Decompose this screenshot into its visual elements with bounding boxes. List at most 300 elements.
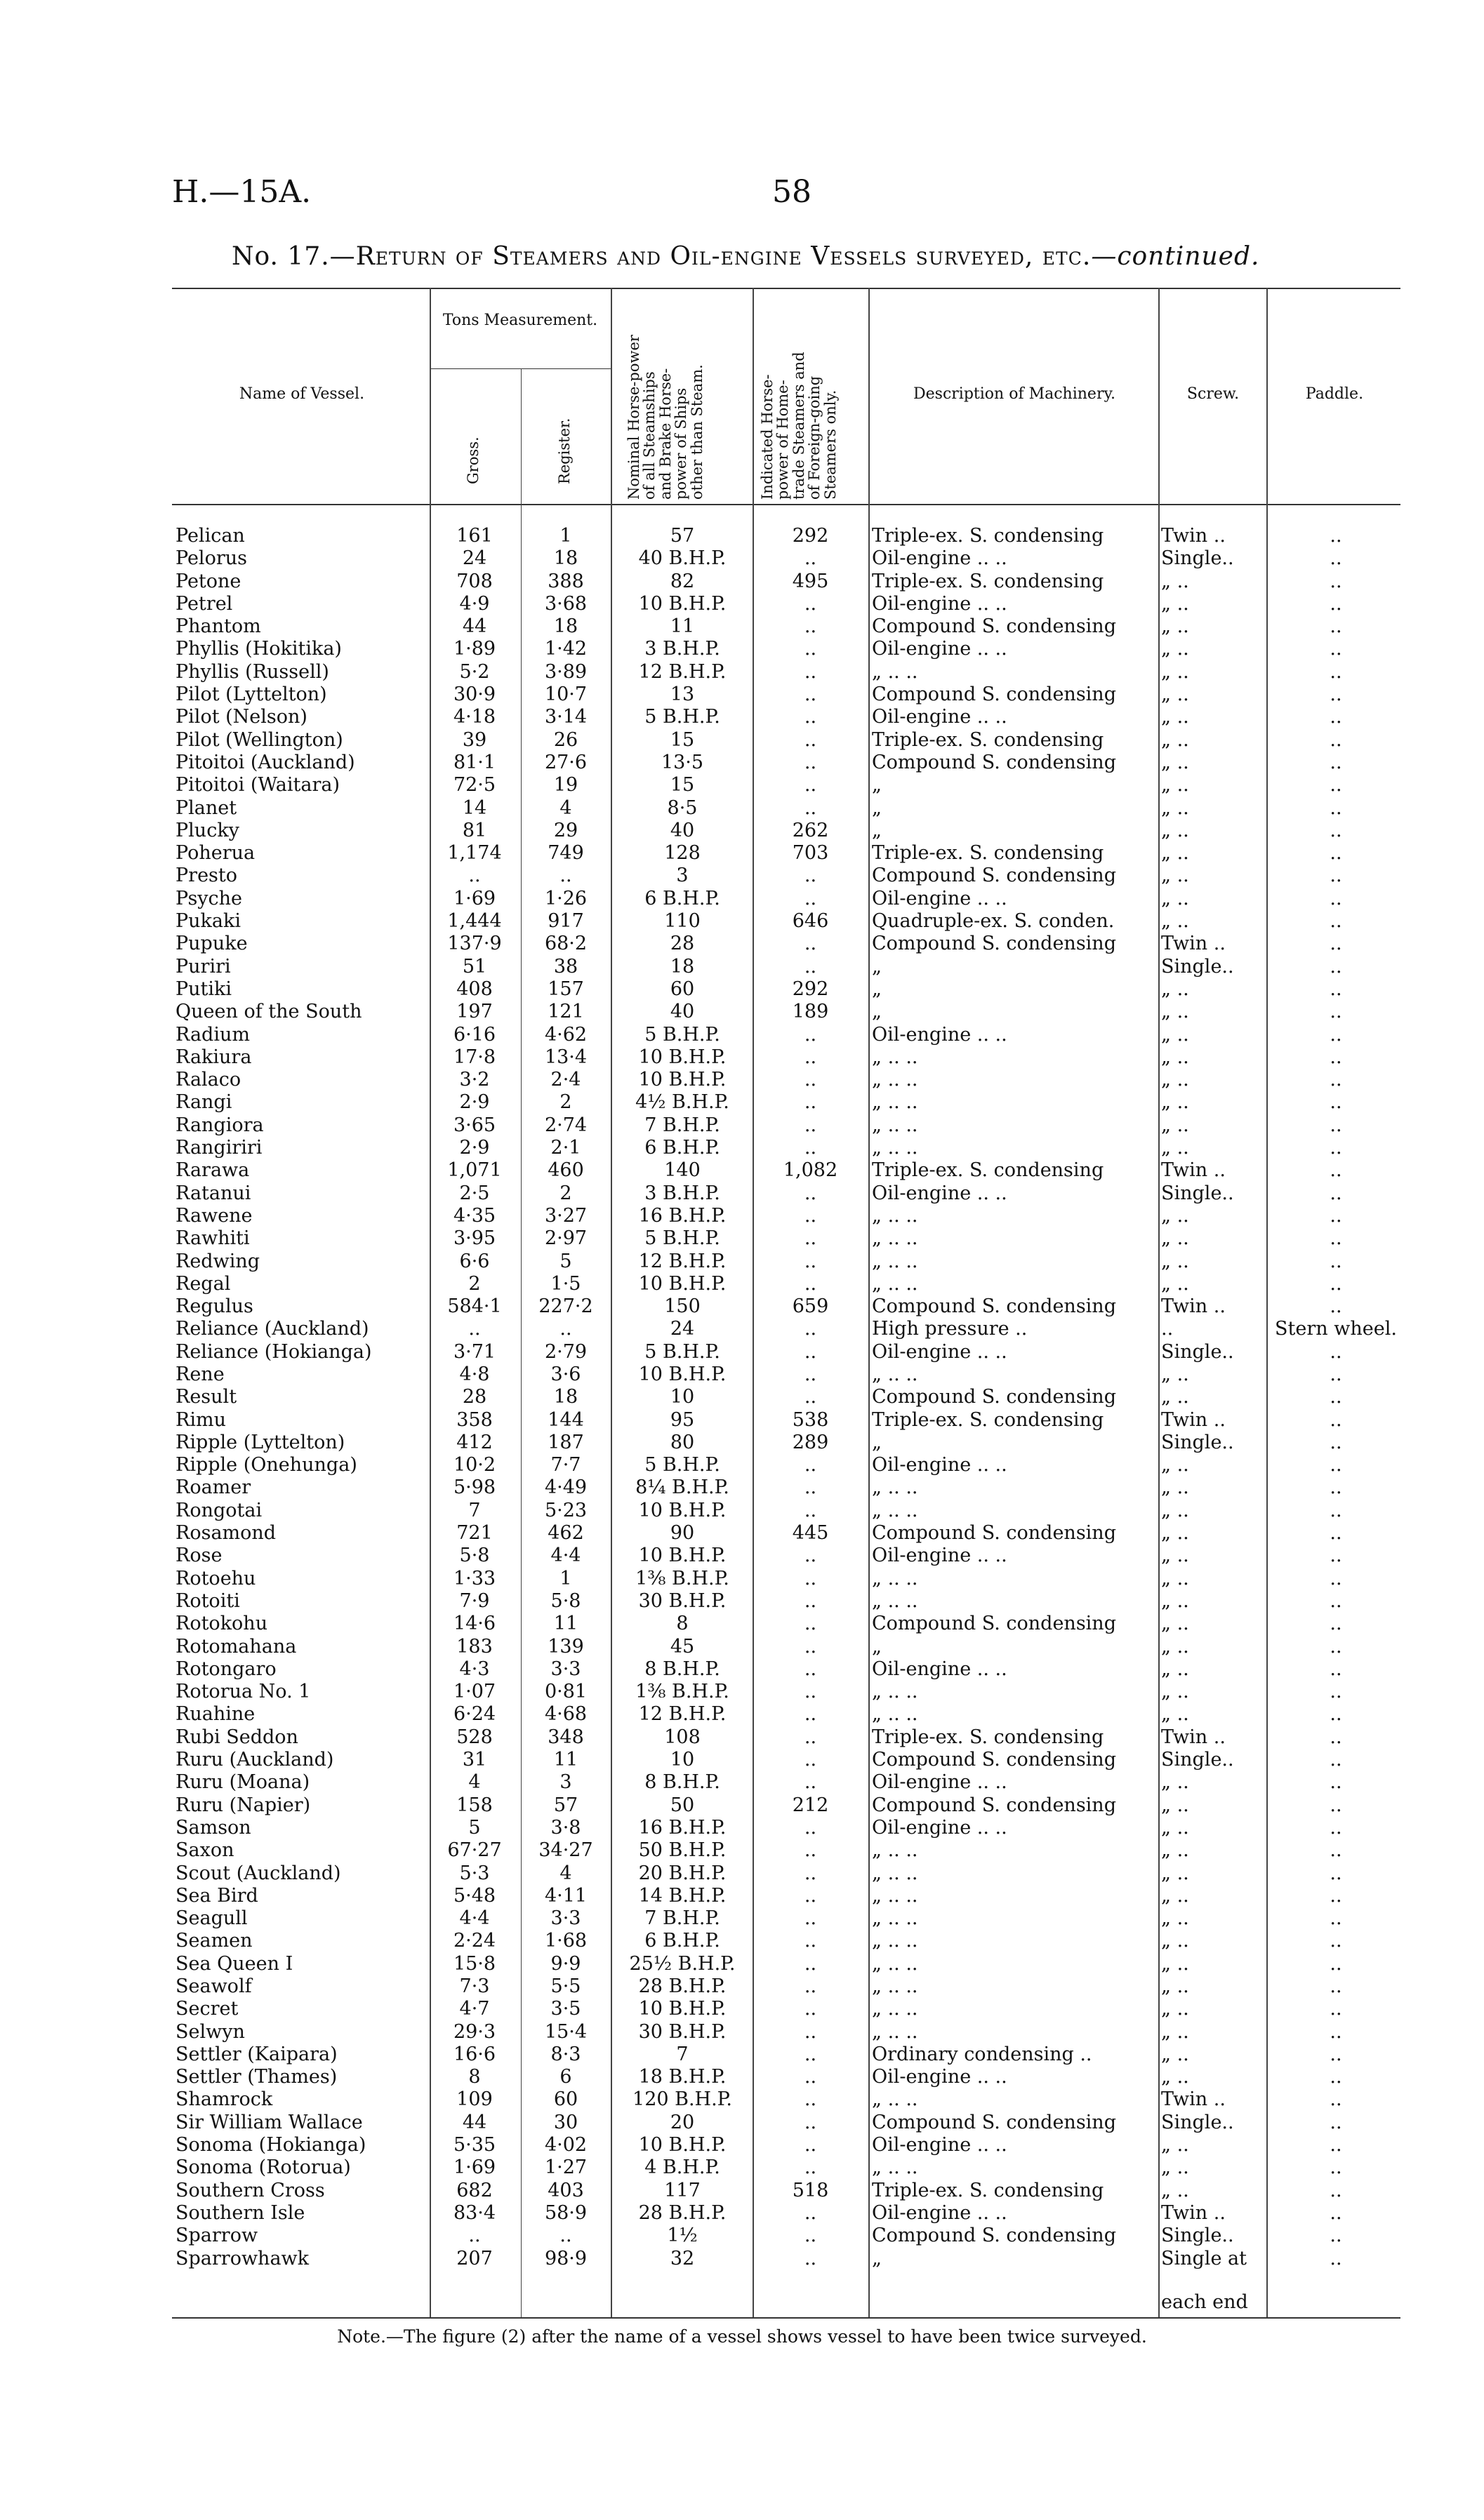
- vessel-name: Rawhiti: [175, 1227, 250, 1250]
- machinery-description: Oil-engine .. ..: [872, 2066, 1007, 2088]
- vessel-name: Ratanui: [175, 1182, 251, 1204]
- table-row: [0, 2134, 1484, 2156]
- register-tons: 6: [559, 2066, 572, 2088]
- nominal-horse-power: 10 B.H.P.: [638, 1272, 727, 1295]
- register-tons: 4: [559, 1862, 572, 1884]
- gross-tons: 1,174: [447, 842, 502, 865]
- table-row: [0, 2248, 1484, 2270]
- paddle-type: ..: [1330, 1522, 1342, 1545]
- indicated-horse-power: ..: [804, 2225, 817, 2247]
- register-tons: 3·5: [550, 1998, 581, 2020]
- machinery-description: „: [872, 1431, 882, 1453]
- paddle-type: ..: [1330, 1816, 1342, 1839]
- gross-tons: 67·27: [447, 1839, 502, 1862]
- nominal-horse-power: 20: [670, 2111, 695, 2133]
- table-row: [0, 1590, 1484, 1613]
- gross-tons: 7·9: [459, 1589, 490, 1612]
- table-row: [0, 684, 1484, 706]
- gross-tons: 1·69: [453, 887, 496, 909]
- nominal-horse-power: 25½ B.H.P.: [629, 1952, 736, 1975]
- machinery-description: „ .. ..: [872, 1681, 918, 1703]
- screw-type: „ ..: [1161, 1907, 1189, 1930]
- gross-tons: 137·9: [447, 933, 502, 955]
- machinery-description: „ .. ..: [872, 1952, 918, 1975]
- indicated-horse-power: ..: [804, 684, 817, 706]
- table-row: [0, 2088, 1484, 2111]
- gross-tons: 358: [456, 1408, 493, 1431]
- vessel-name: Pilot (Lyttelton): [175, 684, 327, 706]
- vessel-name: Rongotai: [175, 1499, 263, 1521]
- table-row: [0, 1273, 1484, 1295]
- paddle-type: ..: [1330, 1159, 1342, 1182]
- vessel-name: Ruru (Napier): [175, 1794, 311, 1816]
- vessel-name: Sea Bird: [175, 1884, 258, 1907]
- nominal-horse-power: 24: [670, 1318, 695, 1340]
- machinery-description: „: [872, 1635, 882, 1658]
- table-row: [0, 1318, 1484, 1340]
- paddle-type: ..: [1330, 1589, 1342, 1612]
- table-row: [0, 2180, 1484, 2202]
- indicated-horse-power: ..: [804, 1137, 817, 1159]
- machinery-description: „ .. ..: [872, 1884, 918, 1907]
- header-gross: Gross.: [465, 436, 482, 484]
- gross-tons: 5·48: [453, 1884, 496, 1907]
- indicated-horse-power: 646: [792, 910, 829, 933]
- vessel-name: Ripple (Lyttelton): [175, 1431, 345, 1453]
- screw-type: „ ..: [1161, 1137, 1189, 1159]
- table-row: [0, 1613, 1484, 1635]
- paddle-type: ..: [1330, 1998, 1342, 2020]
- indicated-horse-power: ..: [804, 547, 817, 570]
- register-tons: 144: [548, 1408, 584, 1431]
- nominal-horse-power: 108: [664, 1726, 701, 1748]
- register-tons: ..: [559, 865, 572, 887]
- nominal-horse-power: 8: [676, 1613, 689, 1635]
- machinery-description: Oil-engine .. ..: [872, 547, 1007, 570]
- nominal-horse-power: 150: [664, 1295, 701, 1318]
- register-tons: ..: [559, 1318, 572, 1340]
- screw-type: „ ..: [1161, 592, 1189, 615]
- register-tons: 4·49: [544, 1476, 588, 1499]
- gross-tons: ..: [468, 1318, 481, 1340]
- indicated-horse-power: 292: [792, 525, 829, 547]
- gross-tons: 584·1: [447, 1295, 502, 1318]
- indicated-horse-power: ..: [804, 933, 817, 955]
- table-row: [0, 1771, 1484, 1794]
- register-tons: 4·02: [544, 2134, 588, 2156]
- nominal-horse-power: 6 B.H.P.: [644, 887, 720, 909]
- paddle-type: ..: [1330, 1771, 1342, 1794]
- vessel-name: Rubi Seddon: [175, 1726, 298, 1748]
- register-tons: 5·23: [544, 1499, 588, 1521]
- register-tons: 1·27: [544, 2156, 588, 2179]
- nominal-horse-power: 5 B.H.P.: [644, 1227, 720, 1250]
- machinery-description: Triple-ex. S. condensing: [872, 525, 1104, 547]
- register-tons: 3·3: [550, 1658, 581, 1680]
- screw-type: „ ..: [1161, 2066, 1189, 2088]
- vessel-name: Reliance (Auckland): [175, 1318, 369, 1340]
- nominal-horse-power: 57: [670, 525, 695, 547]
- vessel-name: Seagull: [175, 1907, 248, 1930]
- nominal-horse-power: 10 B.H.P.: [638, 1069, 727, 1091]
- indicated-horse-power: ..: [804, 615, 817, 638]
- indicated-horse-power: ..: [804, 796, 817, 819]
- gross-tons: 5·98: [453, 1476, 496, 1499]
- vessel-table-body: [0, 525, 1484, 2270]
- machinery-description: „: [872, 819, 882, 841]
- indicated-horse-power: ..: [804, 887, 817, 909]
- paddle-type: ..: [1330, 1431, 1342, 1453]
- machinery-description: Compound S. condensing: [872, 1794, 1116, 1816]
- paddle-type: ..: [1330, 1046, 1342, 1068]
- gross-tons: 3·71: [453, 1340, 496, 1363]
- table-row: [0, 638, 1484, 660]
- gross-tons: 30·9: [453, 684, 496, 706]
- vessel-name: Ruru (Moana): [175, 1771, 310, 1794]
- vessel-name: Rangi: [175, 1091, 232, 1114]
- machinery-description: Compound S. condensing: [872, 751, 1116, 773]
- paddle-type: ..: [1330, 1907, 1342, 1930]
- gross-tons: 1,444: [447, 910, 502, 933]
- table-row: [0, 1205, 1484, 1227]
- table-top-rule: [172, 288, 1400, 289]
- screw-type: „ ..: [1161, 1635, 1189, 1658]
- screw-type: „ ..: [1161, 2020, 1189, 2043]
- machinery-description: „: [872, 978, 882, 1000]
- paddle-type: ..: [1330, 1476, 1342, 1499]
- paddle-type: ..: [1330, 910, 1342, 933]
- nominal-horse-power: 10: [670, 1386, 695, 1408]
- paddle-type: ..: [1330, 525, 1342, 547]
- table-title-text: Return of Steamers and Oil-engine Vessels surveyed, etc.: [355, 242, 1092, 271]
- vessel-name: Result: [175, 1386, 237, 1408]
- indicated-horse-power: 703: [792, 842, 829, 865]
- indicated-horse-power: ..: [804, 1114, 817, 1136]
- footnote: Note.—The figure (2) after the name of a vessel shows vessel to have been twice surveyed.: [337, 2326, 1147, 2347]
- screw-type: „ ..: [1161, 1975, 1189, 1997]
- table-row: [0, 1159, 1484, 1182]
- nominal-horse-power: 10 B.H.P.: [638, 1363, 727, 1385]
- vessel-name: Rangiora: [175, 1114, 264, 1136]
- paddle-type: ..: [1330, 1091, 1342, 1114]
- nominal-horse-power: 28 B.H.P.: [638, 1975, 727, 1997]
- paddle-type: ..: [1330, 1204, 1342, 1227]
- screw-type: „ ..: [1161, 1862, 1189, 1884]
- header-screw: Screw.: [1186, 385, 1240, 403]
- gross-tons: 10·2: [453, 1454, 496, 1476]
- gross-tons: 83·4: [453, 2201, 496, 2224]
- screw-type: Twin ..: [1161, 2088, 1226, 2111]
- table-row: [0, 2156, 1484, 2179]
- gross-tons: 3·65: [453, 1114, 496, 1136]
- machinery-description: Oil-engine .. ..: [872, 1545, 1007, 1567]
- table-row: [0, 1182, 1484, 1205]
- machinery-description: Oil-engine .. ..: [872, 706, 1007, 728]
- machinery-description: „ .. ..: [872, 1091, 918, 1114]
- gross-tons: 3·2: [459, 1069, 490, 1091]
- nominal-horse-power: 16 B.H.P.: [638, 1816, 727, 1839]
- paddle-type: ..: [1330, 2088, 1342, 2111]
- indicated-horse-power: ..: [804, 1681, 817, 1703]
- nominal-horse-power: 28 B.H.P.: [638, 2201, 727, 2224]
- nominal-horse-power: 45: [670, 1635, 695, 1658]
- paddle-type: ..: [1330, 978, 1342, 1000]
- machinery-description: Compound S. condensing: [872, 2225, 1116, 2247]
- machinery-description: Compound S. condensing: [872, 933, 1116, 955]
- paddle-type: ..: [1330, 1545, 1342, 1567]
- vessel-name: Phyllis (Hokitika): [175, 638, 342, 660]
- gross-tons: 51: [462, 955, 487, 978]
- table-row: [0, 1227, 1484, 1250]
- machinery-description: „: [872, 955, 882, 978]
- register-tons: 2·74: [544, 1114, 588, 1136]
- indicated-horse-power: ..: [804, 1771, 817, 1794]
- paddle-type: ..: [1330, 1363, 1342, 1385]
- vessel-name: Rotokohu: [175, 1613, 268, 1635]
- indicated-horse-power: 262: [792, 819, 829, 841]
- machinery-description: Compound S. condensing: [872, 1522, 1116, 1545]
- table-row: [0, 1409, 1484, 1432]
- vessel-name: Rotorua No. 1: [175, 1681, 311, 1703]
- register-tons: 460: [548, 1159, 584, 1182]
- table-row: [0, 2202, 1484, 2225]
- register-tons: 348: [548, 1726, 584, 1748]
- machinery-description: „: [872, 1001, 882, 1023]
- table-row: [0, 1295, 1484, 1318]
- table-row: [0, 1341, 1484, 1364]
- paddle-type: ..: [1330, 1749, 1342, 1771]
- gross-tons: 4·9: [459, 592, 490, 615]
- machinery-description: Triple-ex. S. condensing: [872, 2179, 1104, 2201]
- gross-tons: 408: [456, 978, 493, 1000]
- nominal-horse-power: 117: [664, 2179, 701, 2201]
- gross-tons: 81: [462, 819, 487, 841]
- screw-type: „ ..: [1161, 2134, 1189, 2156]
- gross-tons: 1·07: [453, 1681, 496, 1703]
- machinery-description: „ .. ..: [872, 1862, 918, 1884]
- paddle-type: ..: [1330, 1137, 1342, 1159]
- gross-tons: 4·3: [459, 1658, 490, 1680]
- paddle-type: ..: [1330, 1703, 1342, 1726]
- gross-tons: 158: [456, 1794, 493, 1816]
- indicated-horse-power: ..: [804, 728, 817, 751]
- table-row: [0, 1885, 1484, 1907]
- screw-type: „ ..: [1161, 1522, 1189, 1545]
- paddle-type: ..: [1330, 547, 1342, 570]
- table-row: [0, 774, 1484, 796]
- gross-tons: 197: [456, 1001, 493, 1023]
- register-tons: 18: [553, 547, 578, 570]
- register-tons: 4·4: [550, 1545, 581, 1567]
- paddle-type: ..: [1330, 865, 1342, 887]
- vessel-name: Rotoehu: [175, 1567, 256, 1589]
- machinery-description: „ .. ..: [872, 1975, 918, 1997]
- vessel-name: Rangiriri: [175, 1137, 263, 1159]
- indicated-horse-power: ..: [804, 1069, 817, 1091]
- paddle-type: ..: [1330, 1681, 1342, 1703]
- register-tons: 5·8: [550, 1589, 581, 1612]
- machinery-description: „ .. ..: [872, 1567, 918, 1589]
- paddle-type: ..: [1330, 1884, 1342, 1907]
- machinery-description: Compound S. condensing: [872, 615, 1116, 638]
- indicated-horse-power: ..: [804, 1635, 817, 1658]
- table-row: [0, 1476, 1484, 1499]
- machinery-description: Compound S. condensing: [872, 865, 1116, 887]
- vessel-name: Phantom: [175, 615, 261, 638]
- register-tons: 2·79: [544, 1340, 588, 1363]
- indicated-horse-power: ..: [804, 1476, 817, 1499]
- vessel-name: Saxon: [175, 1839, 234, 1862]
- vessel-name: Southern Isle: [175, 2201, 305, 2224]
- indicated-horse-power: ..: [804, 1862, 817, 1884]
- paddle-type: ..: [1330, 592, 1342, 615]
- table-row: [0, 956, 1484, 978]
- screw-type: Single..: [1161, 1182, 1234, 1204]
- screw-type: „ ..: [1161, 1046, 1189, 1068]
- machinery-description: „: [872, 774, 882, 796]
- nominal-horse-power: 5 B.H.P.: [644, 1340, 720, 1363]
- vessel-name: Ralaco: [175, 1069, 241, 1091]
- table-row: [0, 1454, 1484, 1476]
- gross-tons: 4·7: [459, 1998, 490, 2020]
- paddle-type: ..: [1330, 1182, 1342, 1204]
- nominal-horse-power: 3 B.H.P.: [644, 1182, 720, 1204]
- vessel-name: Queen of the South: [175, 1001, 362, 1023]
- vessel-name: Seawolf: [175, 1975, 252, 1997]
- screw-type: „ ..: [1161, 1839, 1189, 1862]
- table-row: [0, 910, 1484, 933]
- gross-tons: 14·6: [453, 1613, 496, 1635]
- register-tons: 4·68: [544, 1703, 588, 1726]
- gross-tons: 39: [462, 728, 487, 751]
- indicated-horse-power: ..: [804, 1363, 817, 1385]
- nominal-horse-power: 80: [670, 1431, 695, 1453]
- screw-type: „ ..: [1161, 1454, 1189, 1476]
- register-tons: 2·4: [550, 1069, 581, 1091]
- indicated-horse-power: ..: [804, 1182, 817, 1204]
- screw-type: „ ..: [1161, 1613, 1189, 1635]
- screw-type: „ ..: [1161, 751, 1189, 773]
- screw-type: „ ..: [1161, 638, 1189, 660]
- gross-tons: ..: [468, 865, 481, 887]
- table-row: [0, 820, 1484, 842]
- screw-type: „ ..: [1161, 684, 1189, 706]
- indicated-horse-power: ..: [804, 1340, 817, 1363]
- register-tons: 5·5: [550, 1975, 581, 1997]
- register-tons: 4·11: [544, 1884, 588, 1907]
- nominal-horse-power: 8·5: [667, 796, 698, 819]
- paddle-type: ..: [1330, 1930, 1342, 1952]
- gross-tons: 24: [462, 547, 487, 570]
- table-row: [0, 1975, 1484, 1998]
- machinery-description: „ .. ..: [872, 2156, 918, 2179]
- nominal-horse-power: 13·5: [661, 751, 704, 773]
- nominal-horse-power: 95: [670, 1408, 695, 1431]
- table-row: [0, 1500, 1484, 1522]
- paddle-type: ..: [1330, 2111, 1342, 2133]
- gross-tons: 721: [456, 1522, 493, 1545]
- screw-type: ..: [1161, 1318, 1174, 1340]
- paddle-type: ..: [1330, 842, 1342, 865]
- vessel-name: Radium: [175, 1023, 250, 1046]
- screw-type: Single..: [1161, 1749, 1234, 1771]
- indicated-horse-power: ..: [804, 1545, 817, 1567]
- paddle-type: ..: [1330, 1227, 1342, 1250]
- paddle-type: ..: [1330, 1839, 1342, 1862]
- indicated-horse-power: ..: [804, 1386, 817, 1408]
- register-tons: 187: [548, 1431, 584, 1453]
- gross-tons: 1,071: [447, 1159, 502, 1182]
- indicated-horse-power: ..: [804, 2088, 817, 2111]
- machinery-description: „ .. ..: [872, 1114, 918, 1136]
- screw-type: „ ..: [1161, 1091, 1189, 1114]
- paddle-type: ..: [1330, 955, 1342, 978]
- vessel-name: Sparrowhawk: [175, 2247, 310, 2269]
- header-register: Register.: [556, 418, 573, 484]
- register-tons: 403: [548, 2179, 584, 2201]
- vessel-name: Reliance (Hokianga): [175, 1340, 372, 1363]
- gross-tons: 207: [456, 2247, 493, 2269]
- screw-type: Single..: [1161, 1340, 1234, 1363]
- table-row: [0, 729, 1484, 752]
- table-row: [0, 1251, 1484, 1273]
- register-tons: 3·3: [550, 1907, 581, 1930]
- register-tons: 26: [553, 728, 578, 751]
- screw-type: „ ..: [1161, 1272, 1189, 1295]
- gross-tons: 682: [456, 2179, 493, 2201]
- paddle-type: ..: [1330, 933, 1342, 955]
- indicated-horse-power: ..: [804, 1907, 817, 1930]
- gross-tons: ..: [468, 2225, 481, 2247]
- table-row: [0, 1636, 1484, 1658]
- nominal-horse-power: 50: [670, 1794, 695, 1816]
- screw-type: „ ..: [1161, 1567, 1189, 1589]
- nominal-horse-power: 10 B.H.P.: [638, 2134, 727, 2156]
- nominal-horse-power: 82: [670, 570, 695, 592]
- gross-tons: 4·8: [459, 1363, 490, 1385]
- register-tons: 38: [553, 955, 578, 978]
- vessel-name: Pukaki: [175, 910, 241, 933]
- register-tons: ..: [559, 2225, 572, 2247]
- nominal-horse-power: 16 B.H.P.: [638, 1204, 727, 1227]
- nominal-horse-power: 40 B.H.P.: [638, 547, 727, 570]
- gross-tons: 31: [462, 1749, 487, 1771]
- paddle-type: ..: [1330, 1658, 1342, 1680]
- nominal-horse-power: 5 B.H.P.: [644, 1454, 720, 1476]
- vessel-name: Shamrock: [175, 2088, 273, 2111]
- gross-tons: 2: [468, 1272, 481, 1295]
- table-row: [0, 1568, 1484, 1590]
- table-row: [0, 1726, 1484, 1749]
- indicated-horse-power: ..: [804, 1227, 817, 1250]
- table-row: [0, 661, 1484, 684]
- paddle-type: ..: [1330, 1001, 1342, 1023]
- machinery-description: Triple-ex. S. condensing: [872, 842, 1104, 865]
- nominal-horse-power: 10 B.H.P.: [638, 592, 727, 615]
- screw-type: „ ..: [1161, 910, 1189, 933]
- paddle-type: ..: [1330, 1613, 1342, 1635]
- gross-tons: 6·6: [459, 1250, 490, 1272]
- nominal-horse-power: 12 B.H.P.: [638, 660, 727, 683]
- indicated-horse-power: ..: [804, 1703, 817, 1726]
- indicated-horse-power: ..: [804, 1726, 817, 1748]
- table-row: [0, 1681, 1484, 1703]
- register-tons: 18: [553, 615, 578, 638]
- paddle-type: ..: [1330, 2179, 1342, 2201]
- nominal-horse-power: 10 B.H.P.: [638, 1545, 727, 1567]
- machinery-description: „ .. ..: [872, 1204, 918, 1227]
- machinery-description: Triple-ex. S. condensing: [872, 1159, 1104, 1182]
